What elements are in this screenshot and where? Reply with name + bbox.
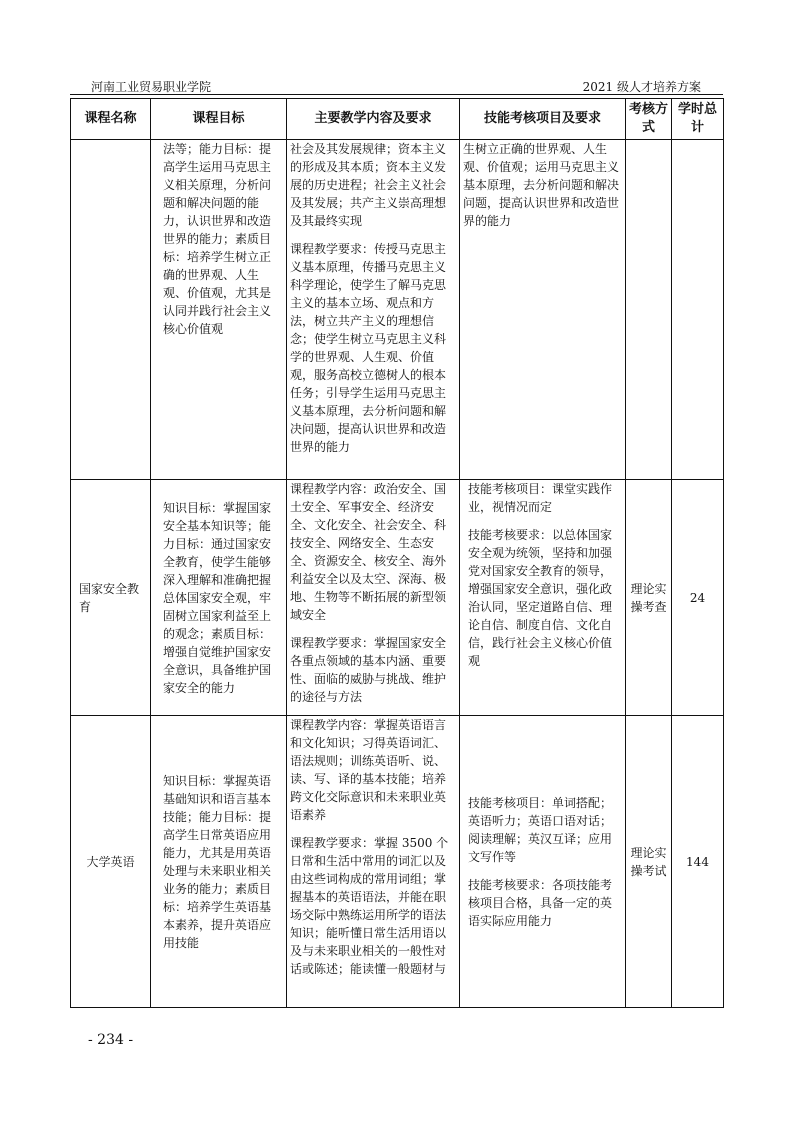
- skills-requirement-text: 技能考核要求：各项技能考核项目合格，具备一定的英语实际应用能力: [468, 877, 613, 928]
- skills-text: 生树立正确的世界观、人生观、价值观；运用马克思主义基本原理，去分析问题和解决问题，提高认识世界和改造世界的能力: [463, 142, 620, 228]
- page-number: - 234 -: [88, 1032, 134, 1048]
- header-rule: [70, 94, 723, 95]
- method-cell: 理论实操考查: [626, 480, 672, 716]
- table-row: [71, 480, 724, 716]
- header-document-title: 2021 级人才培养方案: [582, 80, 701, 94]
- skills-cell: [460, 716, 626, 1008]
- content-text: 课程教学内容：掌握英语语言和文化知识；习得英语词汇、语法规则；训练英语听、说、读、写、译的基本技能；培养跨文化交际意识和未来职业英语素养: [290, 718, 447, 822]
- course-name-cell: [71, 140, 151, 480]
- skills-item-text: 技能考核项目：单词搭配；英语听力；英语口语对话；阅读理解；英汉互译；应用文写作等: [468, 795, 613, 864]
- hours-cell: 144: [672, 716, 724, 1008]
- skills-requirement-text: 技能考核要求：以总体国家安全观为统领，坚持和加强党对国家安全教育的领导，增强国家安全意识，强化政治认同，坚定道路自信、理论自信、制度自信、文化自信，践行社会主义核心价值观: [468, 528, 613, 668]
- content-cell: [287, 140, 460, 480]
- course-goal-cell: [151, 140, 287, 480]
- col-header-course-name: 课程名称: [71, 99, 151, 140]
- method-cell: 理论实操考试: [626, 716, 672, 1008]
- content-cell: [287, 716, 460, 1008]
- course-goal-cell: [151, 716, 287, 1008]
- col-header-method: 考核方式: [626, 99, 672, 140]
- content-requirement-text: 课程教学要求：掌握国家安全各重点领域的基本内涵、重要性、面临的威胁与挑战、维护的途径与方法: [290, 636, 447, 704]
- hours-cell: [672, 140, 724, 480]
- skills-item-text: 技能考核项目：课堂实践作业，视情况而定: [468, 482, 613, 514]
- table-row: [71, 716, 724, 1008]
- content-requirement-text: 课程教学要求：传授马克思主义基本原理，传播马克思主义科学理论，使学生了解马克思主义的基本立场、观点和方法，树立共产主义的理想信念；使学生树立马克思主义科学的世界观、人生观、价值观，服务高校立德树人的根本任务；引导学生运用马克思主义基本原理，去分析问题和解决问题，提高认识世界和改造世界的能力: [290, 242, 447, 454]
- content-text: 课程教学内容：政治安全、国土安全、军事安全、经济安全、文化安全、社会安全、科技安全、网络安全、生态安全、资源安全、核安全、海外利益安全以及太空、深海、极地、生物等不断拓展的新型领域安全: [290, 482, 447, 622]
- curriculum-table: [70, 98, 724, 1008]
- content-cell: [287, 480, 460, 716]
- table-row: [71, 140, 724, 480]
- course-goal-text: 知识目标：掌握英语基础知识和语言基本技能；能力目标：提高学生日常英语应用能力，尤其是用英语处理与未来职业相关业务的能力；素质目标：培养学生英语基本素养，提升英语应用技能: [163, 773, 272, 950]
- course-goal-text: 知识目标：掌握国家安全基本知识等；能力目标：通过国家安全教育，使学生能够深入理解和准确把握总体国家安全观，牢固树立国家利益至上的观念；素质目标：增强自觉维护国家安全意识，具备维护国家安全的能力: [163, 500, 272, 695]
- content-text: 社会及其发展规律；资本主义的形成及其本质；资本主义发展的历史进程；社会主义社会及其发展；共产主义崇高理想及其最终实现: [290, 142, 447, 228]
- col-header-hours: 学时总计: [672, 99, 724, 140]
- skills-cell: [460, 140, 626, 480]
- course-goal-text: 法等；能力目标：提高学生运用马克思主义相关原理，分析问题和解决问题的能力，认识世界和改造世界的能力；素质目标：培养学生树立正确的世界观、人生观、价值观，尤其是认同并践行社会主义核心价值观: [163, 142, 272, 336]
- col-header-skills: 技能考核项目及要求: [460, 99, 626, 140]
- table-header-row: [71, 99, 724, 140]
- col-header-course-goal: 课程目标: [151, 99, 287, 140]
- header-institution: 河南工业贸易职业学院: [91, 80, 212, 94]
- content-requirement-text: 课程教学要求：掌握 3500 个日常和生活中常用的词汇以及由这些词构成的常用词组；掌握基本的英语语法，并能在职场交际中熟练运用所学的语法知识；能听懂日常生活用语以及与未来职业相关的一般性对话或陈述；能读懂一般题材与: [290, 836, 449, 976]
- course-name-cell: 国家安全教育: [71, 480, 151, 716]
- skills-cell: [460, 480, 626, 716]
- course-goal-cell: [151, 480, 287, 716]
- hours-cell: 24: [672, 480, 724, 716]
- method-cell: [626, 140, 672, 480]
- course-name-cell: 大学英语: [71, 716, 151, 1008]
- col-header-content: 主要教学内容及要求: [287, 99, 460, 140]
